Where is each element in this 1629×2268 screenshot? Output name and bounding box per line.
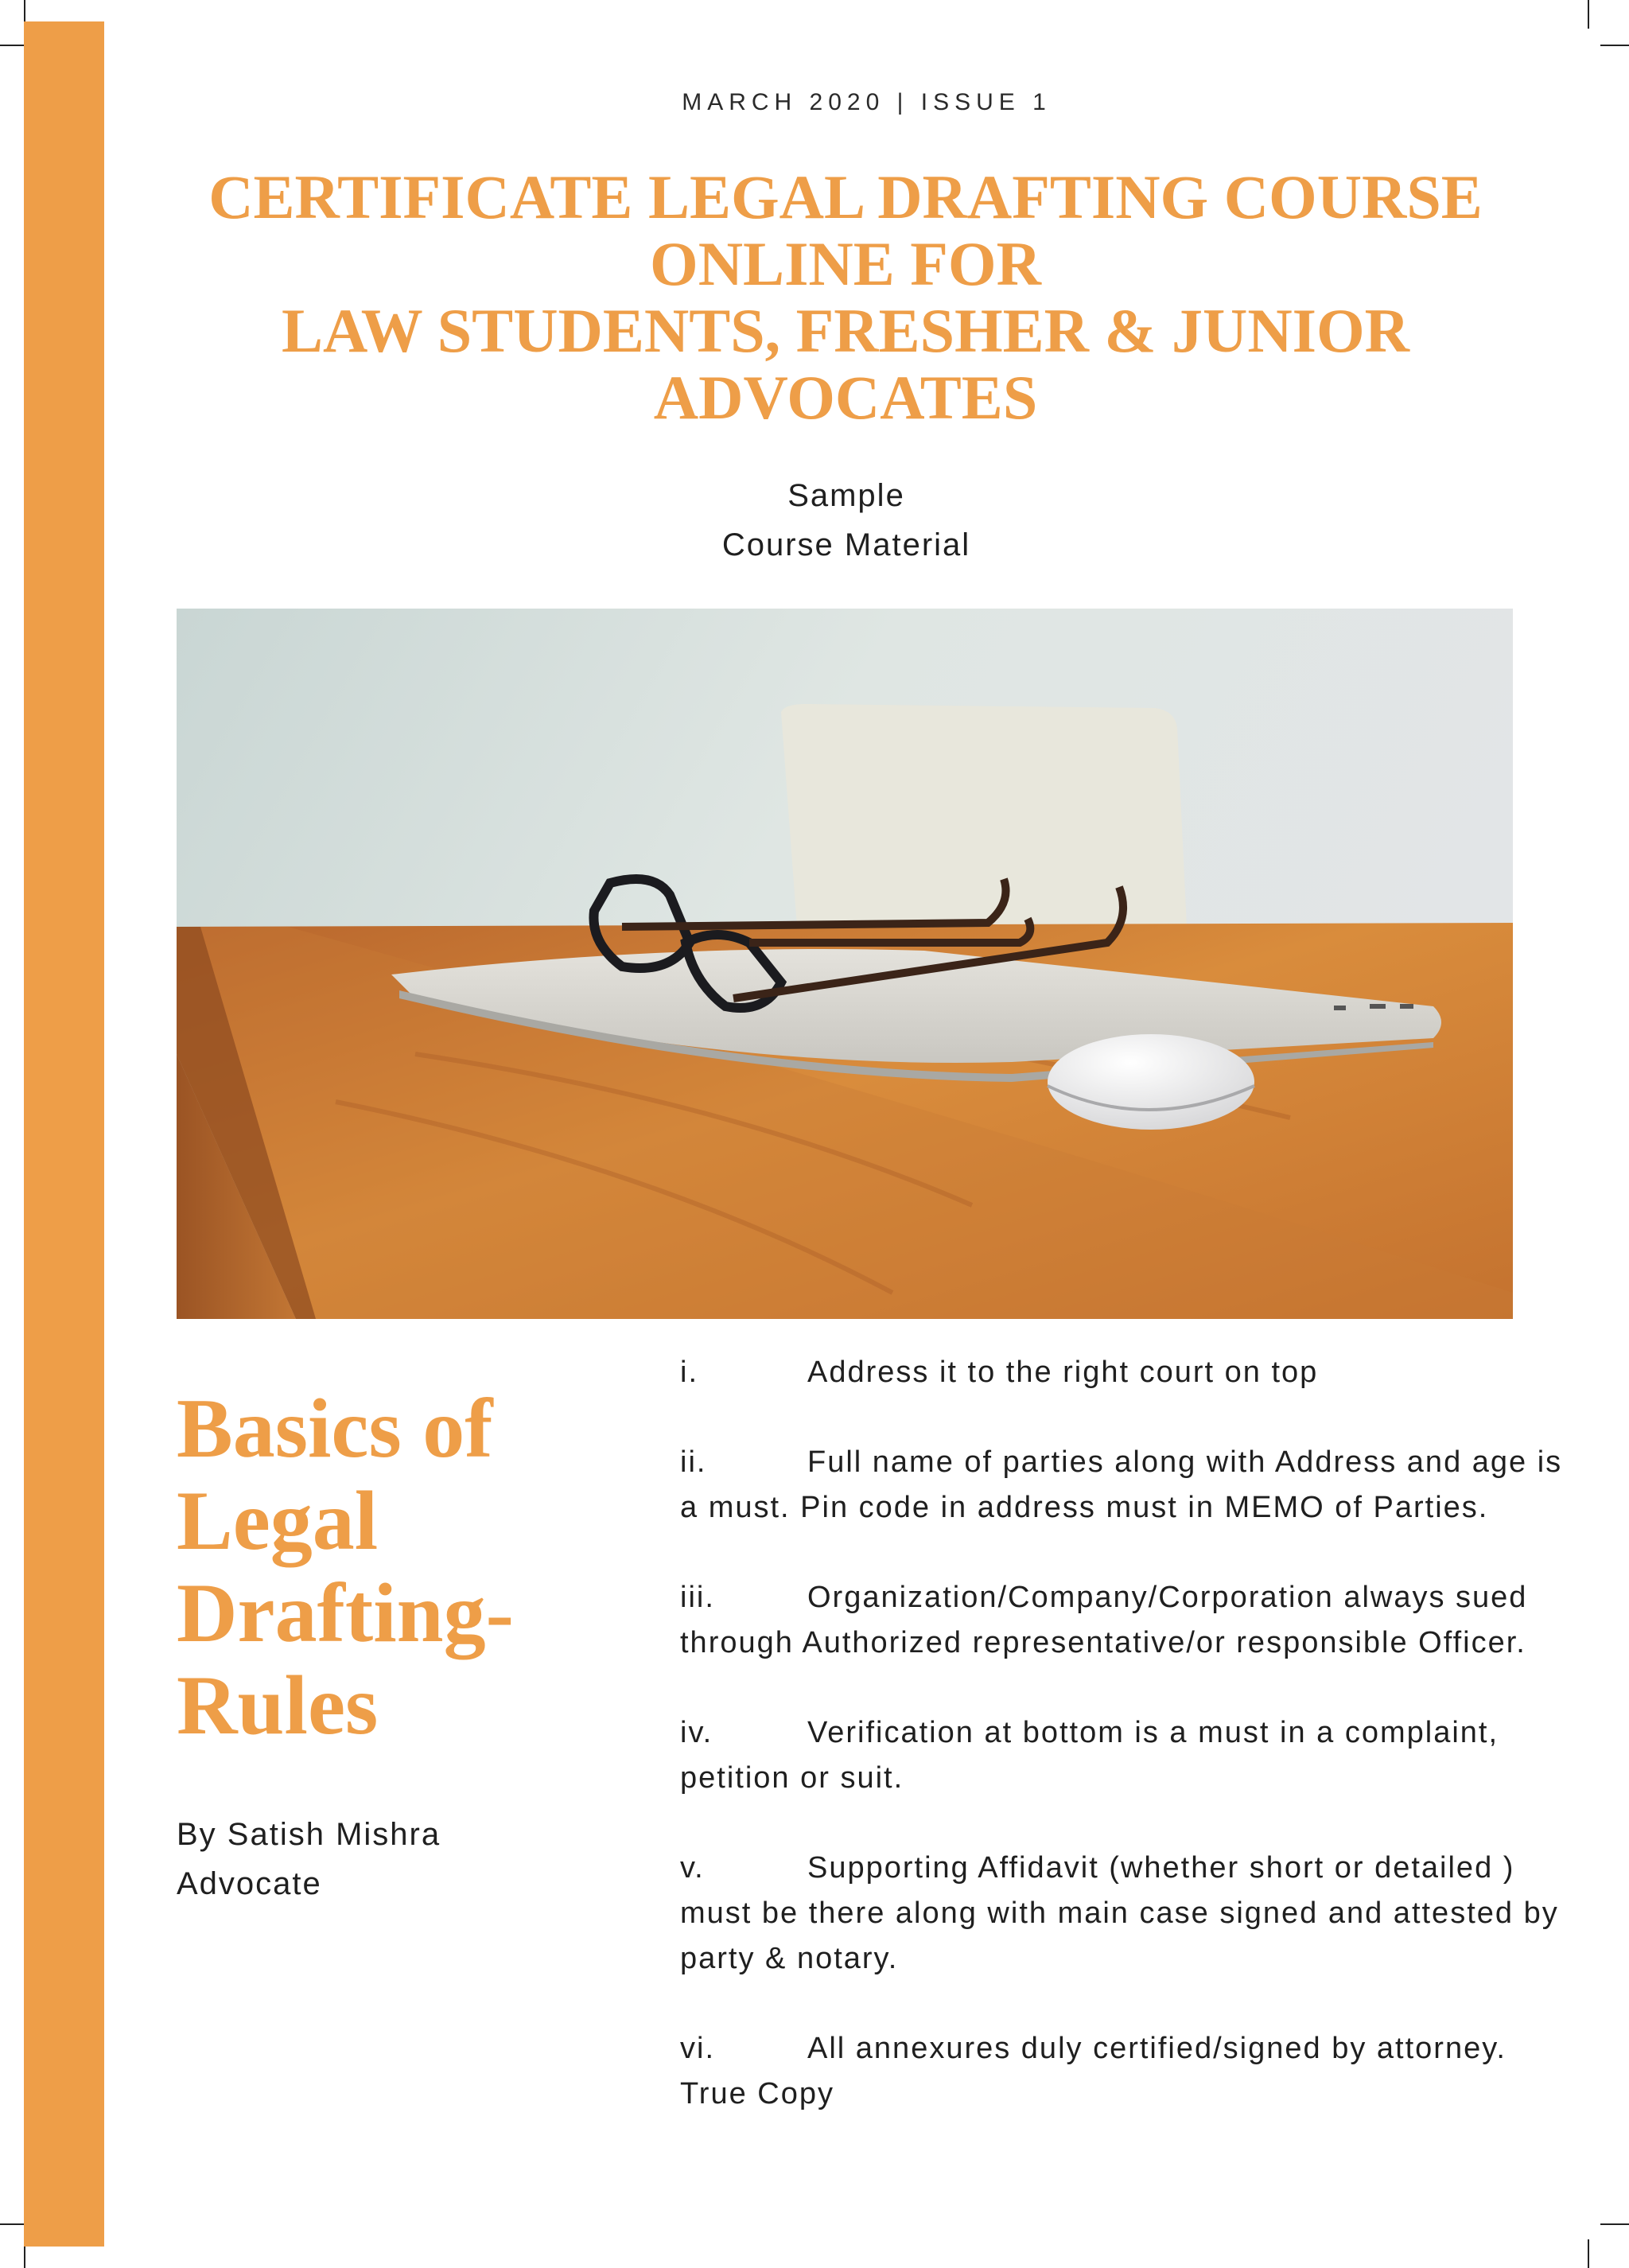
- rule-item: [680, 1350, 1563, 1395]
- rule-text: Address it to the right court on top: [807, 1356, 1319, 1389]
- section-heading-line: Legal: [177, 1474, 379, 1567]
- subtitle-line: Sample: [787, 478, 905, 513]
- crop-mark: [1600, 2223, 1629, 2225]
- rule-number: iii.: [680, 1581, 715, 1614]
- crop-mark: [1588, 2239, 1589, 2268]
- rule-number: vi.: [680, 2032, 715, 2065]
- rule-text: Full name of parties along with Address and age is a must. Pin code in address must in MEMO of Parties.: [680, 1445, 1563, 1524]
- rule-item: [680, 1846, 1563, 1982]
- rule-item: [680, 2026, 1563, 2117]
- rule-text: All annexures duly certified/signed by attorney. True Copy: [680, 2032, 1507, 2110]
- rule-item: [680, 1575, 1563, 1666]
- subtitle-line: Course Material: [721, 527, 971, 562]
- author-credit: [177, 1810, 441, 1908]
- crop-mark: [1588, 0, 1589, 29]
- rule-number: v.: [680, 1851, 705, 1885]
- rules-list: [680, 1350, 1563, 2161]
- section-heading-line: Drafting-: [177, 1566, 514, 1659]
- issue-line: MARCH 2020 | ISSUE 1: [682, 89, 1052, 115]
- title-line: LAW STUDENTS, FRESHER & JUNIOR: [281, 296, 1409, 365]
- rule-item: [680, 1440, 1563, 1531]
- author-title: Advocate: [177, 1866, 322, 1901]
- section-heading-line: Basics of: [177, 1382, 493, 1475]
- rule-text: Organization/Company/Corporation always sued through Authorized representative/or responsible Officer.: [680, 1581, 1528, 1659]
- section-heading: [177, 1383, 622, 1752]
- accent-sidebar-bar: [24, 21, 104, 2247]
- rule-text: Supporting Affidavit (whether short or detailed ) must be there along with main case signed and attested by party & notary.: [680, 1851, 1559, 1975]
- title-line: CERTIFICATE LEGAL DRAFTING COURSE: [208, 162, 1483, 231]
- author-name: By Satish Mishra: [177, 1817, 441, 1852]
- rule-number: i.: [680, 1356, 698, 1389]
- rule-number: iv.: [680, 1716, 713, 1749]
- rule-number: ii.: [680, 1445, 707, 1479]
- main-title: [159, 164, 1532, 431]
- section-heading-line: Rules: [177, 1659, 379, 1752]
- title-line: ADVOCATES: [653, 363, 1038, 432]
- title-line: ONLINE FOR: [650, 229, 1041, 298]
- hero-photo: [177, 609, 1513, 1319]
- rule-text: Verification at bottom is a must in a complaint, petition or suit.: [680, 1716, 1499, 1795]
- rule-item: [680, 1710, 1563, 1801]
- subtitle: [104, 471, 1588, 570]
- crop-mark: [1600, 45, 1629, 46]
